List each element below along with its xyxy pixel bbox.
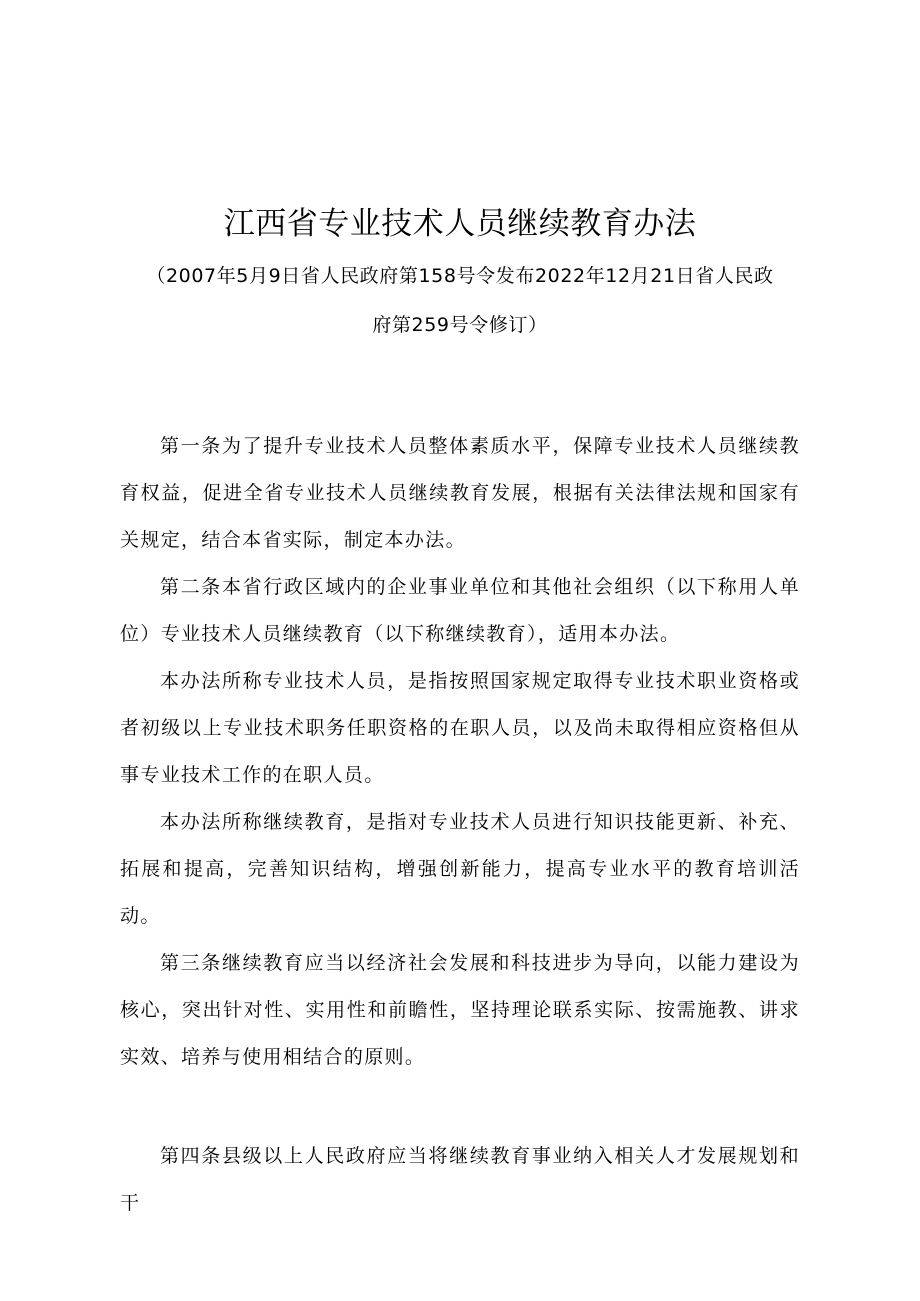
article-1-paragraph: 第一条为了提升专业技术人员整体素质水平，保障专业技术人员继续教育权益，促进全省专业技术人员继续教育发展，根据有关法律法规和国家有关规定，结合本省实际，制定本办法。 [120, 435, 800, 551]
article-2-paragraph: 第二条本省行政区域内的企业事业单位和其他社会组织（以下称用人单位）专业技术人员继续教育（以下称继续教育），适用本办法。 [120, 576, 800, 645]
article-4-paragraph: 第四条县级以上人民政府应当将继续教育事业纳入相关人才发展规划和干 [120, 1145, 800, 1214]
definition-professional-paragraph: 本办法所称专业技术人员，是指按照国家规定取得专业技术职业资格或者初级以上专业技术职务任职资格的在职人员，以及尚未取得相应资格但从事专业技术工作的在职人员。 [120, 670, 800, 786]
document-title: 江西省专业技术人员继续教育办法 [223, 206, 697, 242]
definition-continuing-education-paragraph: 本办法所称继续教育，是指对专业技术人员进行知识技能更新、补充、拓展和提高，完善知识结构，增强创新能力，提高专业水平的教育培训活动。 [120, 811, 800, 927]
article-3-paragraph: 第三条继续教育应当以经济社会发展和科技进步为导向，以能力建设为核心，突出针对性、实用性和前瞻性，坚持理论联系实际、按需施教、讲求实效、培养与使用相结合的原则。 [120, 952, 800, 1068]
document-subtitle-line-2: 府第259号令修订） [372, 314, 548, 336]
document-subtitle-line-1: （2007年5月9日省人民政府第158号令发布2022年12月21日省人民政 [146, 265, 774, 287]
